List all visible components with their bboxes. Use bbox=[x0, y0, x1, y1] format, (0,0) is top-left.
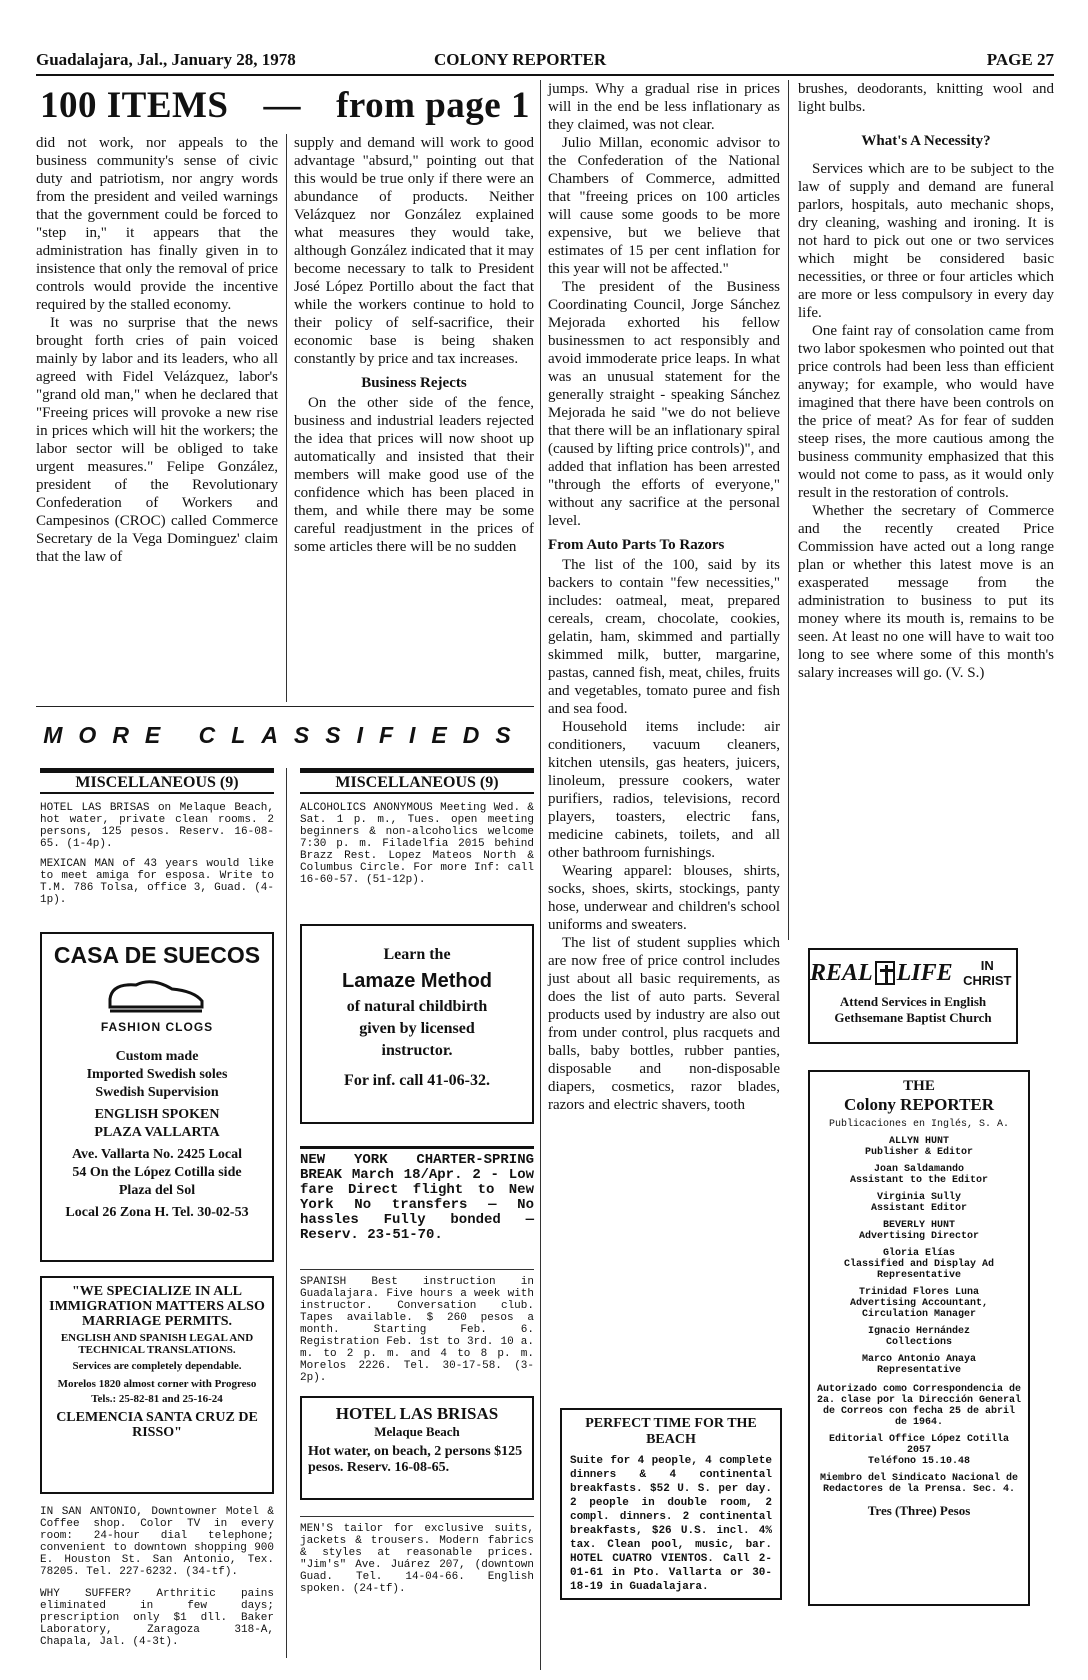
staff-role: Advertising Director bbox=[858, 1231, 980, 1242]
misc-header: MISCELLANEOUS (9) bbox=[300, 768, 534, 794]
ad-line: Ave. Vallarta No. 2425 Local bbox=[71, 1147, 243, 1162]
staff-role: Assistant Editor bbox=[870, 1203, 967, 1214]
ad-line: Custom made bbox=[115, 1049, 199, 1064]
ad-line: ENGLISH SPOKEN bbox=[94, 1107, 220, 1122]
headline-left: 100 ITEMS bbox=[40, 84, 229, 126]
column-rule bbox=[788, 80, 789, 940]
article-col-4 bbox=[798, 80, 1054, 682]
staff-entry bbox=[816, 1136, 1022, 1158]
classified-ad: IN SAN ANTONIO, Downtowner Motel & Coffee shop. Color TV in every room: 24-hour dial telephone; convenient to downtown shopping 900 E. Houston St. San Antonio, Tex. 78205. Tel. 227-6232. (34-tf). bbox=[40, 1506, 274, 1578]
ad-line: Learn the bbox=[383, 946, 451, 963]
classified-ad: SPANISH Best instruction in Guadalajara. Five hours a week with instructor. Conversation club. Tapes available. $ 260 pesos a month. Starting Feb. 6. Registration Feb. 1st to 3rd. 10 a. m. to 2 p. m. and 4 to 8 p. m. Morelos 2226. Tel. 30-17-58. (3-2p). bbox=[300, 1269, 534, 1384]
misc-header: MISCELLANEOUS (9) bbox=[40, 768, 274, 794]
staff-role: Advertising Accountant, Circulation Manager bbox=[849, 1298, 989, 1320]
ad-line: Lamaze Method bbox=[341, 970, 493, 992]
classified-col-b bbox=[300, 768, 534, 1595]
paragraph: Whether the secretary of Commerce and the recently created Price Commission have acted out a long range plan or whether this latest move is an exasperated message from the administration to business to put its money where its mouth is, remains to be seen. At least no one will have to wait too long to see where some of this month's salary increases will go. (V. S.) bbox=[798, 503, 1054, 681]
paragraph: On the other side of the fence, business and industrial leaders rejected the idea that prices will now shoot up automatically and insisted that their members will make good use of the confidence which has been placed in them, and while there may be some careful readjustment in the prices of some articles there will be no sudden bbox=[294, 395, 534, 555]
staff-role: Publisher & Editor bbox=[864, 1147, 974, 1158]
lamaze-ad bbox=[300, 924, 534, 1124]
staff-the: THE bbox=[903, 1078, 935, 1094]
article-col-2 bbox=[294, 134, 534, 556]
paper-name: COLONY REPORTER bbox=[434, 50, 607, 69]
staff-entry bbox=[816, 1192, 1022, 1214]
beach-ad bbox=[560, 1408, 782, 1600]
staff-entry bbox=[816, 1220, 1022, 1242]
staff-name: BEVERLY HUNT bbox=[882, 1220, 955, 1231]
ad-tagline: FASHION CLOGS bbox=[100, 1020, 214, 1034]
paragraph: Julio Millan, economic advisor to the Confederation of the National Chambers of Commerce, admitted that "freeing prices on 100 articles will cause some goods to be more expensive, but we believe that estimates of 15 per cent inflation for this year will not be affected." bbox=[548, 135, 780, 277]
ad-body: Suite for 4 people, 4 complete dinners & 4 continental breakfasts. $52 U. S. per day. 2 people in double room, 2 compl. dinners. 2 continental breakfasts, $26 U.S. incl. 4% tax. Clean pool, music, bar. HOTEL CUATRO VIENTOS. Call 2-01-61 in Pto. Vallarta or 30-18-19 in Guadalajara. bbox=[570, 1455, 772, 1593]
ad-line: ENGLISH AND SPANISH LEGAL AND TECHNICAL TRANSLATIONS. bbox=[60, 1332, 254, 1356]
cover-price: Tres (Three) Pesos bbox=[867, 1503, 971, 1518]
classified-col-a bbox=[40, 768, 274, 1648]
ad-line: PLAZA VALLARTA bbox=[94, 1125, 220, 1140]
staff-box bbox=[808, 1070, 1030, 1606]
classified-ad: WHY SUFFER? Arthritic pains eliminated in few days; prescription only $1 dll. Baker Laboratory, Zaragoza 318-A, Chapala, Jal. (4-3t). bbox=[40, 1588, 274, 1648]
staff-entry bbox=[816, 1287, 1022, 1320]
masthead-rule bbox=[36, 74, 1054, 76]
paragraph: The list of the 100, said by its backers to contain "few necessities," includes: oatmeal, meat, prepared cereals, cream, chocolate, cookies, gelatin, ham, skimmed and partially skimmed milk, butter, margarine, pastas, canned fish, meat, chiles, fruits and vegetables, tomato puree and fish and sea food. bbox=[548, 557, 780, 717]
paragraph: brushes, deodorants, knitting wool and light bulbs. bbox=[798, 81, 1054, 115]
staff-name: Gloria Elías bbox=[882, 1248, 955, 1259]
office-phone: Teléfono 15.10.48 bbox=[867, 1456, 971, 1467]
column-rule bbox=[286, 134, 287, 702]
ad-line: Services are completely dependable. bbox=[72, 1360, 242, 1372]
subhead: Business Rejects bbox=[361, 375, 467, 391]
column-rule bbox=[540, 80, 541, 1670]
staff-name: Trinidad Flores Luna bbox=[858, 1287, 980, 1298]
casa-de-suecos-ad bbox=[40, 932, 274, 1262]
paragraph: jumps. Why a gradual rise in prices will in the end be less inflationary as they claimed, was not clear. bbox=[548, 81, 780, 133]
paragraph: The list of student supplies which are now free of price control includes just about all basic requirements, as does the list of auto parts. Several products used by industry are also out from under control, plus racquets and balls, baby bottles, rubber panties, disposable and non-disposable diapers, cosmetics, razor blades, razors and electric shavers, tooth bbox=[548, 935, 780, 1113]
staff-publisher: Publicaciones en Inglés, S. A. bbox=[828, 1119, 1010, 1130]
ad-line: Tels.: 25-82-81 and 25-16-24 bbox=[91, 1393, 223, 1405]
ad-line: CLEMENCIA SANTA CRUZ DE RISSO" bbox=[56, 1410, 258, 1440]
ad-line: instructor. bbox=[381, 1042, 453, 1059]
staff-name: Ignacio Hernández bbox=[867, 1326, 971, 1337]
postal-registration: Autorizado como Correspondencia de 2a. clase por la Dirección General de Correos con fecha 25 de abril de 1964. bbox=[816, 1384, 1022, 1428]
staff-role: Representative bbox=[876, 1365, 961, 1376]
staff-entry bbox=[816, 1248, 1022, 1281]
paragraph: Wearing apparel: blouses, shirts, socks, shoes, skirts, stockings, panty hose, underwear and children's school uniforms and sweaters. bbox=[548, 863, 780, 933]
classified-ad: MEXICAN MAN of 43 years would like to meet amiga for esposa. Write to T.M. 786 Tolsa, office 3, Guad. (4-1p). bbox=[40, 858, 274, 906]
article-col-1 bbox=[36, 134, 278, 566]
subhead: From Auto Parts To Razors bbox=[548, 537, 725, 553]
paragraph: One faint ray of consolation came from two labor spokesmen who pointed out that price controls had been less than efficient anyway; for example, who would have imagined that there have been controls on the price of meat? As for fear of sudden steep rises, the more cautious among the business community emphasized that this would not come to pass, as it would only result in the restoration of controls. bbox=[798, 323, 1054, 501]
church-ad bbox=[808, 948, 1018, 1044]
headline-right: from page 1 bbox=[336, 84, 530, 126]
staff-name: Virginia Sully bbox=[876, 1192, 961, 1203]
ad-line: Plaza del Sol bbox=[118, 1183, 196, 1198]
column-rule bbox=[286, 768, 287, 1658]
ad-title: CASA DE SUECOS bbox=[53, 942, 261, 968]
hotel-brisas-ad bbox=[300, 1396, 534, 1500]
logo-text: IN CHRIST bbox=[963, 958, 1012, 988]
ad-line: 54 On the López Cotilla side bbox=[72, 1165, 242, 1180]
article-col-3 bbox=[548, 80, 780, 1114]
ad-line: Melaque Beach bbox=[374, 1424, 460, 1439]
ad-line: Attend Services in English bbox=[839, 994, 987, 1009]
ad-line: Imported Swedish soles bbox=[86, 1067, 228, 1082]
classified-ad: HOTEL LAS BRISAS on Melaque Beach, hot water, private clean rooms. 2 persons, 125 pesos. Reserv. 16-08-65. (1-4p). bbox=[40, 802, 274, 850]
classifieds-title: MORE CLASSIFIEDS bbox=[43, 722, 527, 748]
ad-title: HOTEL LAS BRISAS bbox=[335, 1404, 499, 1423]
immigration-ad bbox=[40, 1276, 274, 1494]
ad-line: Morelos 1820 almost corner with Progreso bbox=[57, 1378, 257, 1390]
paragraph: supply and demand will work to good advantage "absurd," pointing out that this would be true only if there were an abundance of products. Neither Velázquez nor González explained what measures they would take, although González indicated that it may become necessary to talk to President José López Portillo about the fact that while the workers continue to hold to their policy of self-sacrifice, their economic base is being shaken constantly by price and tax increases. bbox=[294, 135, 534, 367]
staff-role: Classified and Display Ad Representative bbox=[843, 1259, 995, 1281]
headline bbox=[36, 80, 534, 130]
ad-line: Gethsemane Baptist Church bbox=[834, 1010, 992, 1025]
staff-name: Marco Antonio Anaya bbox=[861, 1354, 977, 1365]
staff-name: Joan Saldamando bbox=[873, 1164, 964, 1175]
logo-text: REAL bbox=[810, 959, 873, 986]
ad-line: of natural childbirth bbox=[346, 998, 488, 1015]
subhead: What's A Necessity? bbox=[861, 133, 991, 149]
ad-line: Hot water, on beach, 2 persons $125 pesos. Reserv. 16-08-65. bbox=[308, 1444, 523, 1475]
clog-icon bbox=[102, 973, 212, 1015]
page-number: PAGE 27 bbox=[986, 50, 1054, 69]
ad-title: PERFECT TIME FOR THE BEACH bbox=[585, 1416, 757, 1447]
ad-line: Local 26 Zona H. Tel. 30-02-53 bbox=[65, 1205, 249, 1220]
classified-ad: MEN'S tailor for exclusive suits, jackets & trousers. Modern fabrics & styles at reasonable prices. "Jim's" Ave. Juárez 207, (downtown Guad. Tel. 14-04-66. English spoken. (24-tf). bbox=[300, 1516, 534, 1595]
editorial-office: Editorial Office López Cotilla 2057 bbox=[828, 1434, 1010, 1456]
staff-name: ALLYN HUNT bbox=[888, 1136, 949, 1147]
ad-line: Swedish Supervision bbox=[95, 1085, 219, 1100]
dateline: Guadalajara, Jal., January 28, 1978 bbox=[36, 50, 296, 69]
paragraph: It was no surprise that the news brought forth cries of pain voiced mainly by labor and its leaders, who all agreed with Fidel Velázquez, labor's "grand old man," when he declared that "Freeing prices will provoke a new rise in prices which will hit the workers; the labor sector will be obliged to take urgent measures." Felipe González, president of the Revolutionary Confederation of Workers and Campesinos (CROC) called Commerce Secretary de la Vega Dominguez' claim that the law of bbox=[36, 315, 278, 565]
charter-ad: NEW YORK CHARTER-SPRING BREAK March 18/Apr. 2 - Low fare Direct flight to New York No transfers — No hassles Fully bonded — Reserv. 23-51-70. bbox=[300, 1146, 534, 1243]
staff-role: Assistant to the Editor bbox=[849, 1175, 989, 1186]
staff-entry bbox=[816, 1326, 1022, 1348]
church-logo bbox=[810, 958, 1016, 988]
section-rule bbox=[36, 706, 534, 707]
ad-line: For inf. call 41-06-32. bbox=[344, 1072, 490, 1089]
staff-paper-name: Colony REPORTER bbox=[843, 1095, 995, 1114]
ad-line: "WE SPECIALIZE IN ALL IMMIGRATION MATTERS ALSO MARRIAGE PERMITS. bbox=[49, 1284, 265, 1329]
staff-list bbox=[816, 1136, 1022, 1376]
union-membership: Miembro del Sindicato Nacional de Redactores de la Prensa. Sec. 4. bbox=[819, 1473, 1019, 1495]
ad-line: given by licensed bbox=[359, 1020, 475, 1037]
paragraph: The president of the Business Coordinating Council, Jorge Sánchez Mejorada exhorted his fellow businessmen to act responsibly and avoid immoderate price leaps. In what was an unusual statement for the generally straight - speaking Sánchez Mejorada he said "we do not believe that there will be an inflationary spiral (caused by lifting price controls)", and added that inflation has been arrested "through the efforts of everyone," without any sacrifice at the personal level. bbox=[548, 279, 780, 529]
classified-ad: ALCOHOLICS ANONYMOUS Meeting Wed. & Sat. 1 p. m., Tues. open meeting beginners & non-alcoholics welcome 7:30 p. m. Filadelfia 2015 behind Brazz Rest. Lopez Mateos North & Columbus Circle. For more Inf: call 16-60-57. (51-12p). bbox=[300, 802, 534, 886]
paragraph: did not work, nor appeals to the business community's sense of civic duty and patriotism, nor angry words from the president and veiled warnings that the government could be forced to "step in," it appears that the administration has finally given in to insistence that only the removal of price controls would provide the incentive required by the stalled economy. bbox=[36, 135, 278, 313]
paragraph: Household items include: air conditioners, vacuum cleaners, kitchen utensils, gas heaters, juicers, linoleum, pressure cookers, water purifiers, radios, televisions, record players, toasters, electric fans, medicine cabinets, toilets, and all other bathroom furnishings. bbox=[548, 719, 780, 861]
paragraph: Services which are to be subject to the law of supply and demand are funeral parlors, hospitals, auto mechanic shops, dry cleaning, washing and ironing. It is not hard to pick out one or two services which might be considered basic necessities, or three or four articles which are more or less compulsory in every day life. bbox=[798, 161, 1054, 321]
cross-icon bbox=[875, 961, 895, 985]
staff-entry bbox=[816, 1354, 1022, 1376]
staff-entry bbox=[816, 1164, 1022, 1186]
logo-text: LIFE bbox=[896, 959, 953, 986]
staff-role: Collections bbox=[885, 1337, 952, 1348]
headline-dash: — bbox=[263, 84, 302, 126]
